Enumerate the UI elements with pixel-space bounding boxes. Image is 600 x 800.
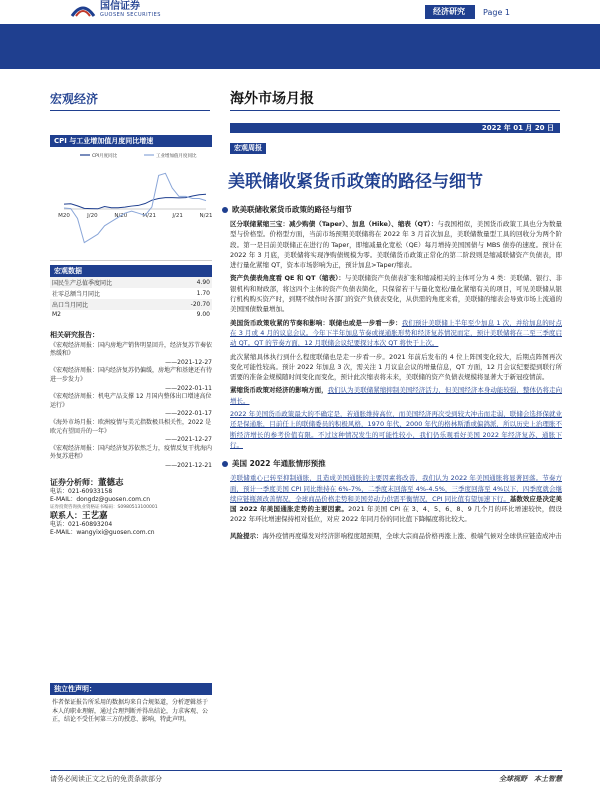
analyst-phone: 电话：021-60933158 bbox=[50, 487, 113, 495]
related-item-text: 《宏观经济周报：国内经济复苏依然乏力，疫情反复干扰海内外复苏进程》 bbox=[50, 444, 213, 461]
section-title-row bbox=[0, 76, 600, 122]
legend-label: CPI月度同比 bbox=[92, 154, 118, 159]
x-tick-label: J/20 bbox=[87, 213, 98, 219]
paragraph bbox=[230, 352, 562, 383]
macro-value: 4.90 bbox=[169, 277, 212, 288]
macro-table bbox=[50, 277, 212, 319]
list-item[interactable] bbox=[50, 393, 212, 419]
contact-phone: 电话：021-60893204 bbox=[50, 520, 113, 528]
table-row bbox=[50, 310, 212, 319]
para-body: 我们认为美联储紧缩抑制美国经济活力，但美国经济本身动能较强，整体仍将走向增长。 bbox=[230, 386, 563, 405]
section-heading-2 bbox=[222, 458, 562, 469]
paragraph bbox=[230, 273, 562, 314]
header-band-stripe bbox=[0, 69, 600, 72]
page-number: Page 1 bbox=[483, 7, 510, 17]
para-body: 2021 年美国 CPI 在 3、4、5、6、8、9 几个月的环比增速较快，假设 2022 年环比增速保持相对低位，对应 2022 年同月份的同比值下降幅度将比较大。 bbox=[230, 505, 562, 524]
related-item-text: 《海外市场月报：欧洲疫情与美元指数极具相关性，2022 是欧元有望回升的一年》 bbox=[50, 418, 212, 435]
footer-divider bbox=[50, 770, 562, 771]
legend-label: 工业增加值月度同比 bbox=[156, 154, 197, 159]
related-reports bbox=[50, 331, 212, 471]
macro-panel-title: 宏观数据 bbox=[50, 265, 212, 277]
divider bbox=[50, 110, 210, 111]
related-item-date: ——2021-12-21 bbox=[165, 461, 212, 469]
related-item-date: ——2021-12-27 bbox=[165, 436, 212, 444]
footer-disclaimer: 请务必阅读正文之后的免责条款部分 bbox=[50, 775, 162, 783]
table-row bbox=[50, 288, 212, 299]
paragraph bbox=[230, 473, 562, 524]
list-item[interactable] bbox=[50, 419, 212, 445]
para-body: 美联储重心已转至抑制通胀，且造成美国通胀的主要因素将改善，我们认为 2022 年美国通胀将显著回落。节奏方面，预计一季度美国 CPI 同比维持在 6%-7%，二季度末回落至 4%-4.5%，三季度回落至 4%以下，四季度就会继续应链瓶颈改善情况，全球商品价格走势和美国劳动力供需平衡情况，CPI 同比值有望加速下行。 bbox=[230, 474, 562, 503]
table-row bbox=[50, 299, 212, 310]
x-tick-label: M/21 bbox=[142, 213, 157, 219]
para-body: 2022 年美国货币政策最大的不确定是，若通胀维持高位，而美国经济再次受到较大冲击而走弱，联储会选择保就业还是保通胀，目前任上的联储委员的积极风格，1970 年代、2000 年代的格林斯潘或偏鸽派，所以历史上治理胀不断经济增长的参考价值有限。不过这种情况发生的可能性较小，我们仍乐观看好美国 2022 年经济复苏、通胀下行。 bbox=[230, 410, 562, 449]
bullet-icon bbox=[222, 461, 228, 467]
analyst-cert: 证券投资咨询执业资格证书编码：S0980513100001 bbox=[50, 504, 158, 510]
related-item-date: ——2022-01-11 bbox=[165, 384, 212, 392]
page-title: 美联储收紧货币政策的路径与细节 bbox=[228, 172, 483, 192]
header-meta bbox=[425, 4, 600, 20]
para-body: 此次紧缩具体执行到什么程度联储也是走一步看一步。2021 年前后发布的 4 位上阵国变化较大，后期点阵图再次变化可能性较高。预计 2022 年加息 3 次，需关注 1 月议息会议的增量信息，QT 方面，12 月会议纪要提到联行所需要的准备金规模随时间变化而变化，预计此次缩表将未来，美联储的资产负债表规模将显著大于新冠疫情前。 bbox=[230, 352, 562, 382]
analyst-name: 董德志 bbox=[98, 477, 124, 488]
contact-name: 王艺嘉 bbox=[82, 510, 108, 521]
macro-label: 社零总额当月同比 bbox=[52, 291, 101, 298]
bullet-icon bbox=[222, 207, 228, 213]
x-tick-label: J/21 bbox=[172, 213, 183, 219]
para-lead: 紧缩货币政策对经济的影响方面， bbox=[230, 386, 328, 395]
report-tag: 宏观周报 bbox=[230, 143, 266, 154]
macro-value: 9.00 bbox=[196, 311, 210, 318]
list-item[interactable] bbox=[50, 367, 212, 393]
indep-text: 作者保证报告所采用的数据均来自合规渠道，分析逻辑基于本人的职业理解，通过合理判断并得出结论，力求客观、公正，结论不受任何第三方的授意、影响，特此声明。 bbox=[52, 699, 209, 723]
related-item-text: 《宏观经济周报：国内经济复苏仍偏缓，房地产和基建还有待进一步发力》 bbox=[50, 367, 213, 383]
para-body: 与我国相似，美国货币政策工具也分为数量型与价格型。价格型方面，当前市场预期美联储将在 2022 年 3 月首次加息，美联储数量型工具的回收分为两个阶段。第一是目前美联储正在进行的 Taper，即缩减量化宽松（QE）每月增持美国国债与 MBS 债券的速度。预计在 2022 年 3 月底，美联储将实现净购债规模为零。美联储货币政策正常化的第二阶段则是缩减联储资产负债表，即进行量化紧缩 QT，资本市场影响为正，预计加息>Taper/缩表。 bbox=[230, 220, 562, 270]
para-lead: 区分联储紧缩三宝：减少购债（Taper）、加息（Hike）、缩表（QT）： bbox=[230, 220, 438, 228]
related-item-text: 《宏观经济周报：机电产品支撑 12 月国内整体出口增速高位运行》 bbox=[50, 393, 212, 409]
analyst-email[interactable]: E-MAIL：dongdz@guosen.com.cn bbox=[50, 495, 151, 503]
independence-statement bbox=[50, 683, 212, 729]
para-lead: 美国货币政策收紧的节奏和影响：联储也或是一步看一步： bbox=[230, 318, 402, 327]
paragraph bbox=[230, 385, 562, 406]
list-item[interactable] bbox=[50, 342, 212, 368]
indep-title: 独立性声明： bbox=[50, 683, 212, 695]
section-heading-1 bbox=[222, 204, 562, 215]
x-tick-label: N/21 bbox=[199, 213, 212, 219]
para-body: 我们预计美联储上半年至少加息 1 次，并给加息的时点在 3 月或 4 月的议息会议。今年下半年加息节奏或视通胀形势和经济复苏情况而定，预计美联储将在二至三季度启动 QT。QT 的节奏方面，12 月联储会议纪要探讨本次 QT 将快于上次。 bbox=[230, 318, 562, 348]
para-emphasis: 基数效应是决定美国 2022 年美国通胀走势的主要因素。 bbox=[230, 494, 562, 514]
risk-body: 海外疫情再度爆发对经济影响程度超预期，全球大宗商品价格再涨上涨、极端气候对全球供应链造成冲击 bbox=[262, 531, 562, 540]
macro-label: 国民生产总值季度同比 bbox=[50, 277, 169, 288]
related-title: 相关研究报告： bbox=[50, 331, 99, 339]
header-band bbox=[0, 24, 600, 69]
para-lead: 资产负债表角度看 QE 和 QT（缩表）： bbox=[230, 274, 345, 283]
contact-title: 联系人： bbox=[50, 510, 82, 520]
section-heading-text: 欧美联储收紧货币政策的路径与细节 bbox=[232, 205, 352, 214]
logo-text: 国信证券 bbox=[100, 1, 140, 12]
table-row bbox=[50, 277, 212, 288]
section-heading-text: 美国 2022 年通胀情形预推 bbox=[232, 459, 326, 469]
risk-note bbox=[230, 531, 562, 541]
divider bbox=[230, 110, 560, 111]
left-column bbox=[50, 135, 212, 537]
logo-mark-icon bbox=[70, 2, 96, 18]
macro-value: 1.70 bbox=[196, 290, 210, 297]
analyst-title: 证券分析师： bbox=[50, 477, 98, 487]
footer-slogan: 全球视野 本土智慧 bbox=[499, 775, 562, 783]
related-item-text: 《宏观经济周报：国内房地产销售明显回升，经济复苏节奏依然缓和》 bbox=[50, 341, 213, 358]
report-date: 2022 年 01 月 20 日 bbox=[230, 123, 560, 133]
macro-label: M2 bbox=[52, 311, 61, 318]
risk-lead: 风险提示： bbox=[230, 531, 263, 540]
macro-value: -20.70 bbox=[169, 299, 212, 310]
paragraph bbox=[230, 219, 562, 270]
paragraph bbox=[230, 318, 562, 349]
related-item-date: ——2021-12-27 bbox=[165, 358, 212, 366]
cpi-chart bbox=[50, 147, 212, 261]
section-left-title: 宏观经济 bbox=[50, 92, 99, 106]
company-logo bbox=[70, 2, 161, 18]
paragraph bbox=[230, 409, 562, 450]
x-tick-label: N/20 bbox=[114, 213, 128, 219]
list-item[interactable] bbox=[50, 445, 212, 471]
main-column bbox=[222, 135, 562, 544]
section-right-title: 海外市场月报 bbox=[230, 91, 314, 107]
macro-label: 出口当月同比 bbox=[50, 299, 169, 310]
contact-email[interactable]: E-MAIL：wangyixi@guosen.com.cn bbox=[50, 528, 155, 536]
logo-subtext: GUOSEN SECURITIES bbox=[100, 12, 161, 18]
chart-svg bbox=[50, 147, 212, 261]
x-tick-label: M20 bbox=[58, 213, 70, 219]
chart-panel-title: CPI 与工业增加值月度同比增速 bbox=[50, 135, 212, 147]
report-type: 经济研究 bbox=[425, 5, 475, 19]
para-body: 与美联储资产负债表扩张和缩减相关的主体可分为 4 类：美联储、银行、非银机构和财政部，将这四个主体的资产负债表简化，只保留若干与量化宽松/量化紧缩有关的项目，可见美联储从银行机构购买资产时，到期不续作时各部门的资产负债表变化，从供需的角度来看，美联储的缩表会导致市场上流通的美国国债数量增加。 bbox=[230, 274, 562, 314]
analyst-block bbox=[50, 479, 212, 537]
related-item-date: ——2022-01-17 bbox=[165, 410, 212, 418]
top-header bbox=[0, 0, 600, 22]
